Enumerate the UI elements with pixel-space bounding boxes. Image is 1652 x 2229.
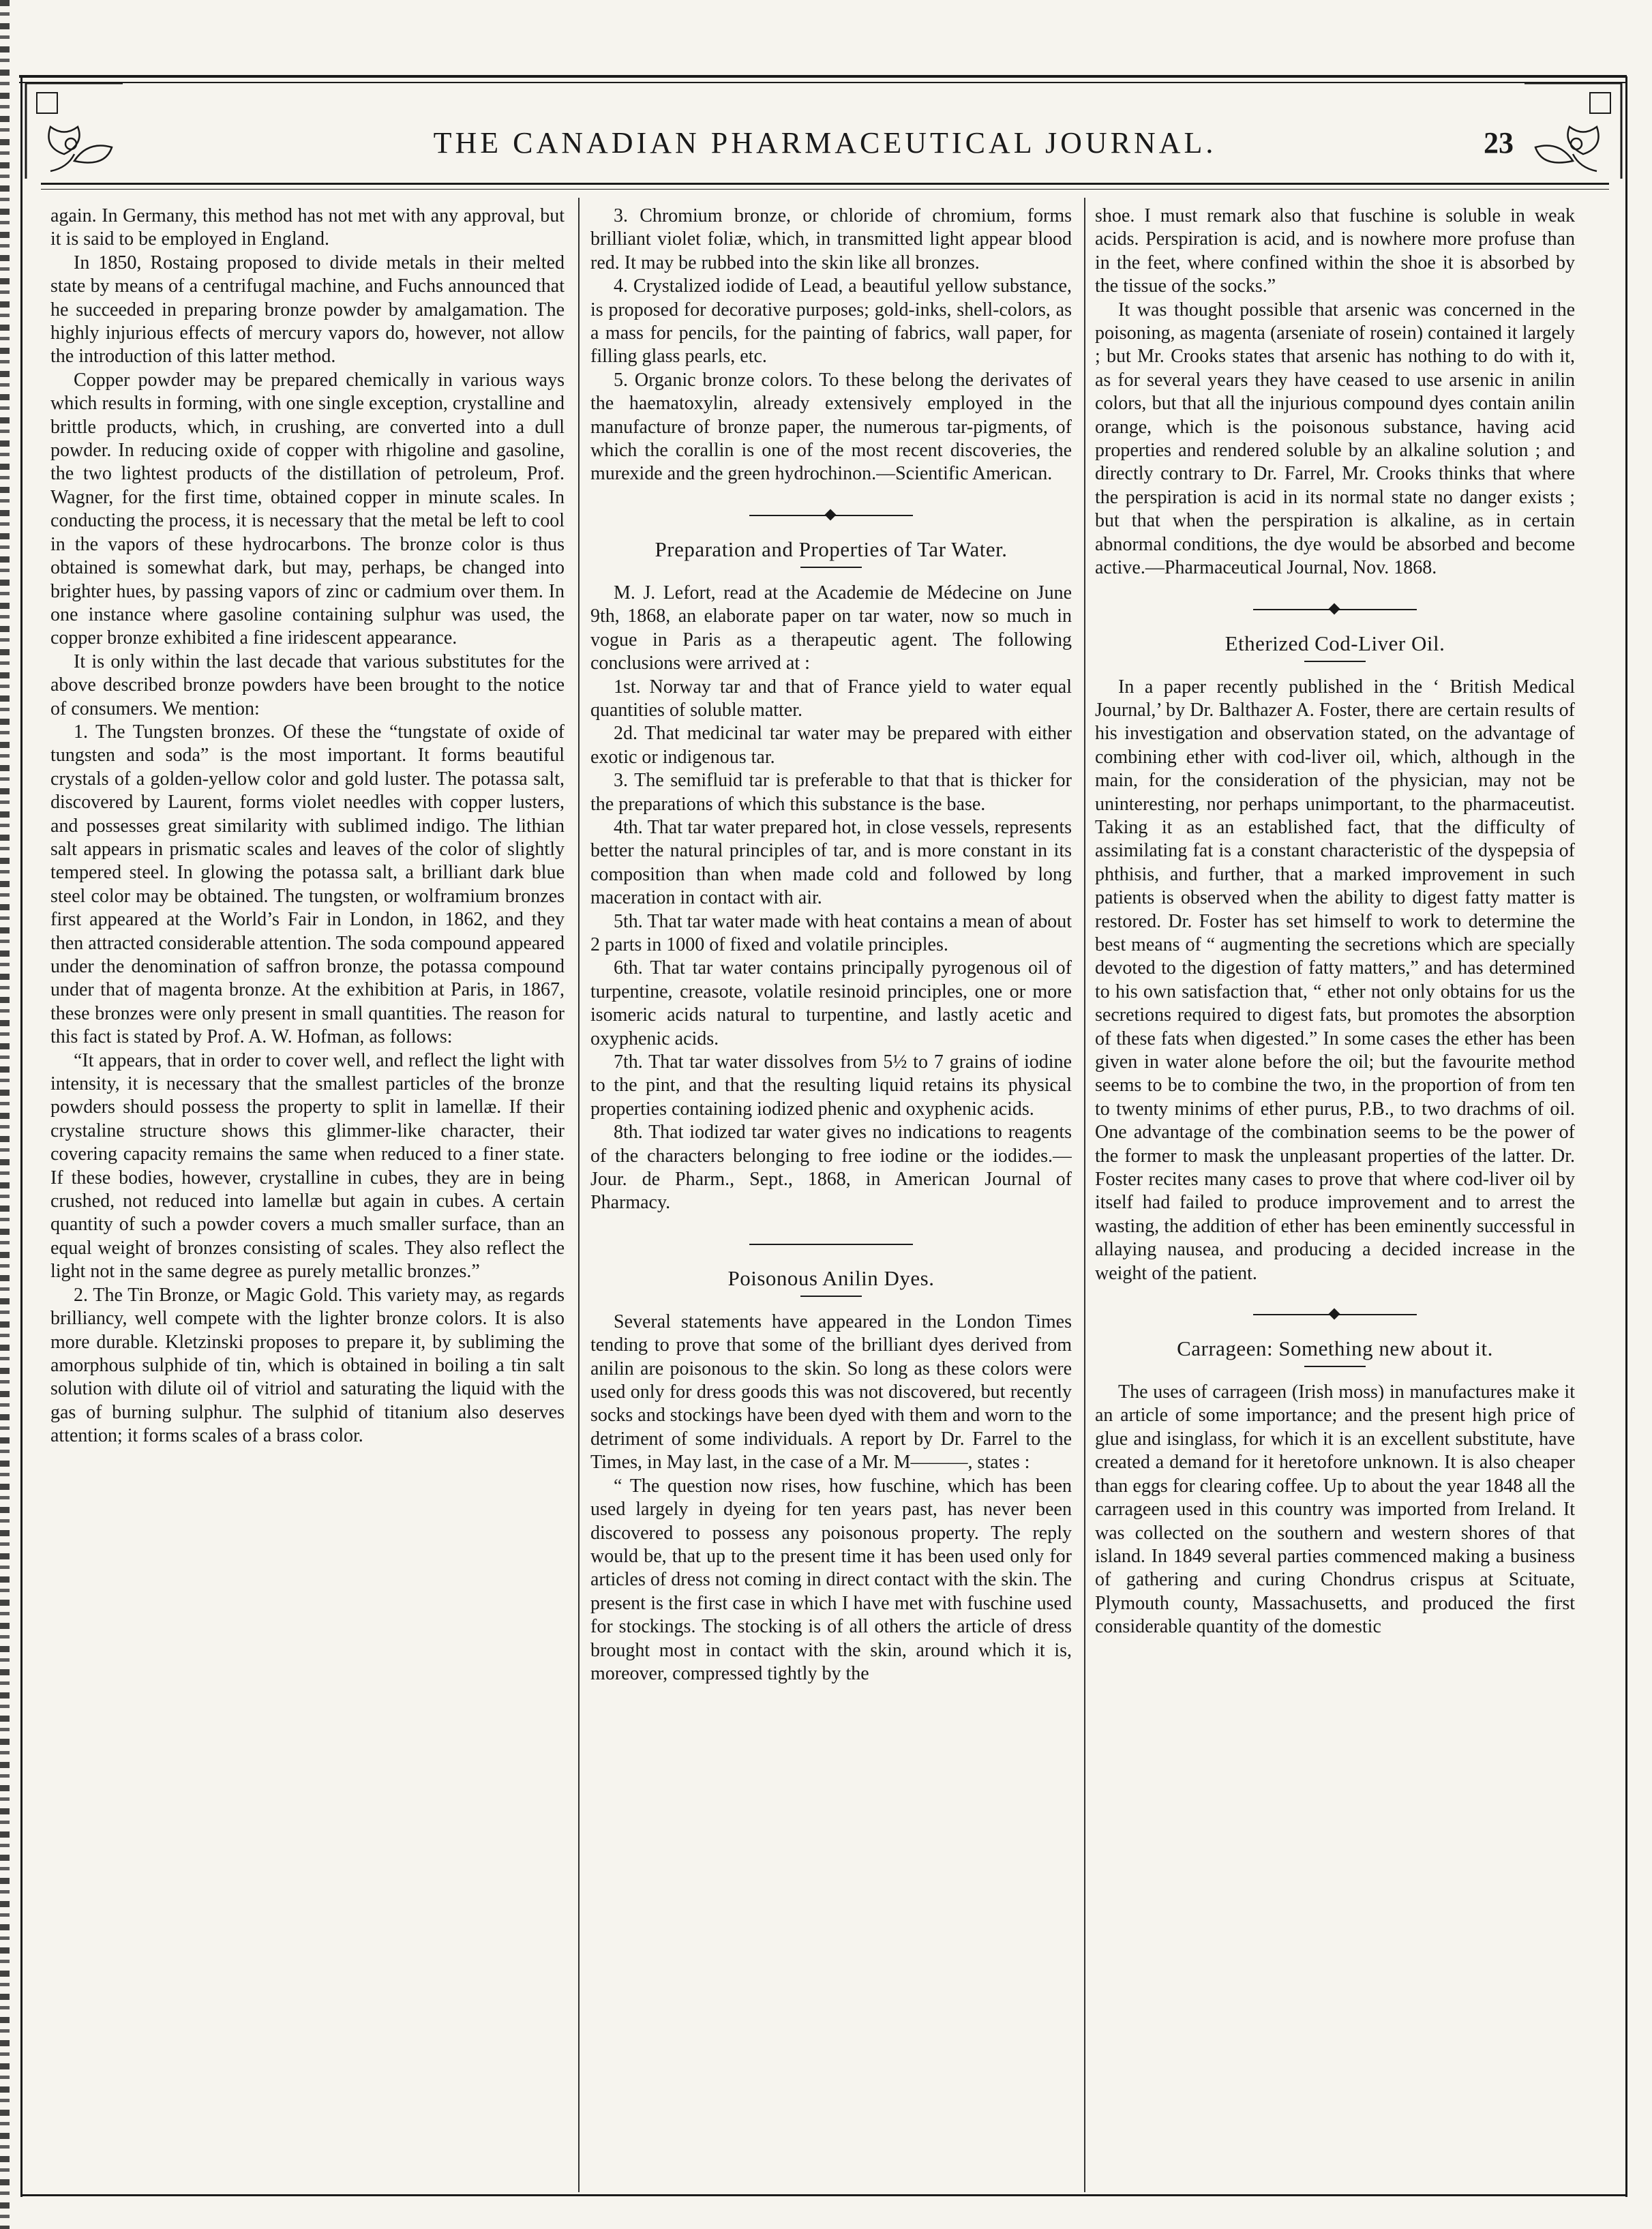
section-separator	[1253, 1308, 1417, 1321]
paragraph: 4th. That tar water prepared hot, in close vessels, represents better the natural principles of tar, and is more constant in its composition than when made cold and followed by long maceration in contact with air.	[590, 816, 1072, 909]
paragraph: It was thought possible that arsenic was concerned in the poisoning, as magenta (arseniate of rosein) contained it largely ; but Mr. Crooks states that arsenic has nothing to do with it, as for several years they have ceased to use arsenic in anilin colors, but that all the injurious compound dyes contain anilin orange, which is the poisonous substance, having acid properties and rendered soluble by an alkaline solution ; and directly contrary to Dr. Farrel, Mr. Crooks thinks that where the perspiration is acid in its normal state no danger exists ; but that when the perspiration is alkaline, as in certain abnormal conditions, the dye would be absorbed and become active.—Pharmaceutical Journal, Nov. 1868.	[1095, 299, 1575, 579]
corner-ornament-right-icon	[1522, 79, 1624, 181]
article-title-tar-water: Preparation and Properties of Tar Water.	[655, 537, 1008, 561]
paragraph: 5th. That tar water made with heat contains a mean of about 2 parts in 1000 of fixed and volatile principles.	[590, 910, 1072, 955]
paragraph: In 1850, Rostaing proposed to divide metals in their melted state by means of a centrifugal machine, and Fuchs announced that he succeeded in preparing bronze powder by amalgamation. The highly injurious effects of mercury vapors do, however, not allow the introduction of this latter method.	[50, 252, 565, 368]
paragraph: It is only within the last decade that various substitutes for the above described bronze powders have been brought to the notice of consumers. We mention:	[50, 650, 565, 719]
page-number: 23	[1484, 126, 1514, 160]
paragraph: 2d. That medicinal tar water may be prepared with either exotic or indigenous tar.	[590, 723, 1072, 768]
paragraph: 3. Chromium bronze, or chloride of chromium, forms brilliant violet foliæ, which, in transmitted light appear blood red. It may be rubbed into the skin like all bronzes.	[590, 205, 1072, 273]
paragraph: 5. Organic bronze colors. To these belong the derivates of the haematoxylin, already extensively employed in the manufacture of bronze paper, the numerous tar-pigments, of which the corallin is one of the most recent discoveries, the murexide and the green hydrochinon.—Scientific American.	[590, 369, 1072, 485]
column-1	[50, 205, 565, 2185]
running-head-title: THE CANADIAN PHARMACEUTICAL JOURNAL.	[433, 126, 1217, 160]
scan-edge	[0, 0, 10, 2229]
frame-bottom-rule	[20, 2194, 1627, 2196]
corner-ornament-left-icon	[23, 79, 125, 181]
article-title-anilin-dyes: Poisonous Anilin Dyes.	[727, 1266, 935, 1290]
paragraph: 4. Crystalized iodide of Lead, a beautiful yellow substance, is proposed for decorative purposes; gold-inks, shell-colors, as a mass for pencils, for the painting of fabrics, wall paper, for filling glass pearls, etc.	[590, 275, 1072, 368]
paragraph: 2. The Tin Bronze, or Magic Gold. This variety may, as regards brilliancy, well compete with the lighter bronze colors. It is also more durable. Kletzinski proposes to prepare it, by subliming the amorphous sulphide of tin, which is obtained in boiling a tin salt solution with dilute oil of vitriol and saturating the liquid with the gas of burning sulphur. The sulphid of titanium also deserves attention; it forms scales of a brass color.	[50, 1284, 565, 1447]
section-separator	[749, 509, 913, 522]
quote-paragraph: “ The question now rises, how fuschine, which has been used largely in dyeing for ten years past, has never been discovered to possess any poisonous property. The reply would be, that up to the present time it has been used only for articles of dress not coming in direct contact with the skin. The present is the first case in which I have met with fuschine used for stockings. The stocking is of all others the article of dress brought most in contact with the skin, around which it is, moreover, compressed tightly by the	[590, 1475, 1072, 1684]
paragraph: Copper powder may be prepared chemically in various ways which results in forming, with one single exception, crystalline and brittle products, which, in crushing, are converted into a dull powder. In reducing oxide of copper with rhigoline and gasoline, the two lightest products of the distillation of petroleum, Prof. Wagner, for the first time, obtained copper in minute scales. In conducting the process, it is necessary that the metal be left to cool in the vapors of these hydrocarbons. The bronze color is thus obtained is somewhat dark, but may, perhaps, be changed into brighter hues, by passing vapors of zinc or cadmium over them. In one instance where gasoline containing sulphur was used, the copper bronze exhibited a fine iridescent appearance.	[50, 369, 565, 649]
article-title-carrageen: Carrageen: Something new about it.	[1177, 1336, 1493, 1361]
title-rule	[800, 567, 862, 568]
paragraph: shoe. I must remark also that fuschine is soluble in weak acids. Perspiration is acid, and is nowhere more profuse than in the feet, where confined within the shoe it is absorbed by the tissue of the socks.”	[1095, 205, 1575, 297]
header-rule	[41, 183, 1609, 185]
paragraph: 8th. That iodized tar water gives no indications to reagents of the characters belonging to free iodine or the iodides.—Jour. de Pharm., Sept., 1868, in American Journal of Pharmacy.	[590, 1122, 1072, 1214]
frame-top-rule-thin	[19, 82, 1627, 83]
section-separator	[1253, 603, 1417, 616]
column-divider	[1084, 198, 1085, 2192]
article-title-cod-liver-oil: Etherized Cod-Liver Oil.	[1225, 631, 1445, 655]
paragraph: 1st. Norway tar and that of France yield to water equal quantities of soluble matter.	[590, 676, 1072, 721]
title-rule	[1304, 1366, 1366, 1367]
paragraph: M. J. Lefort, read at the Academie de Médecine on June 9th, 1868, an elaborate paper on tar water, now so much in vogue in Paris as a therapeutic agent. The following conclusions were arrived at :	[590, 582, 1072, 674]
paragraph: again. In Germany, this method has not met with any approval, but it is said to be employed in England.	[50, 205, 565, 250]
paragraph: 1. The Tungsten bronzes. Of these the “tungstate of oxide of tungsten and soda” is the most important. It forms beautiful crystals of a golden-yellow color and gold luster. The potassa salt, discovered by Laurent, forms violet needles with copper lusters, and possesses great similarity with sublimed indigo. The lithian salt appears in prismatic scales and leaves of the color of slightly tempered steel. In glowing the potassa salt, a brilliant dark blue steel color may be obtained. The tungsten, or wolframium bronzes first appeared at the World’s Fair in London, in 1862, and they then attracted considerable attention. The soda compound appeared under the denomination of saffron bronze, the potassa compound under that of magenta bronze. At the exhibition at Paris, in 1867, these bronzes were only present in small quantities. The reason for this fact is stated by Prof. A. W. Hofman, as follows:	[50, 721, 565, 1048]
paragraph: 3. The semifluid tar is preferable to that that is thicker for the preparations of which this substance is the base.	[590, 770, 1072, 815]
paragraph: 6th. That tar water contains principally pyrogenous oil of turpentine, creasote, volatile resinoid principles, one or more isomeric acids natural to turpentine, and lastly acetic and oxyphenic acids.	[590, 957, 1072, 1049]
paragraph: Several statements have appeared in the London Times tending to prove that some of the brilliant dyes derived from anilin are poisonous to the skin. So long as these colors were used only for dress goods this was not discovered, but recently socks and stockings have been dyed with them and worn to the detriment of some individuals. A report by Dr. Farrel to the Times, in May last, in the case of a Mr. M———, states :	[590, 1311, 1072, 1473]
title-rule	[800, 1296, 862, 1297]
column-2	[590, 205, 1072, 2185]
paragraph: In a paper recently published in the ‘ British Medical Journal,’ by Dr. Balthazer A. Foster, there are certain results of his investigation and observation stated, on the advantage of combining ether with cod-liver oil, which, although in the main, for the consideration of the physician, may not be uninteresting, nor perhaps unimportant, to the pharmaceutist. Taking it as an established fact, that the difficulty of assimilating fat is a constant characteristic of the dyspepsia of phthisis, and further, that a marked improvement in such patients is observed when the ability to digest fatty matter is restored. Dr. Foster has set himself to work to determine the best means of “ augmenting the secretions which are specially devoted to the digestion of fatty matters,” and has determined to his own satisfaction that, “ ether not only obtains for us the secretions required to digest fats, but promotes the absorption of these fats when digested.” In some cases the ether has been given in water alone before the oil; but the favourite method seems to be to combine the two, in the proportion of from ten to twenty minims of ether purus, P.B., to two drachms of oil. One advantage of the combination seems to be the power of the former to mask the unpleasant properties of the latter. Dr. Foster recites many cases to prove that where cod-liver oil by itself had failed to produce improvement and to arrest the wasting, the addition of ether has been eminently successful in allaying nausea, and producing a decided increase in the weight of the patient.	[1095, 676, 1575, 1284]
title-rule	[1304, 661, 1366, 662]
column-divider	[578, 198, 580, 2192]
paragraph: 7th. That tar water dissolves from 5½ to 7 grains of iodine to the pint, and that the resulting liquid retains its physical properties containing iodized phenic and oxyphenic acids.	[590, 1051, 1072, 1120]
frame-left-rule	[20, 76, 22, 2197]
frame-top-rule	[19, 75, 1627, 78]
frame-right-rule	[1625, 76, 1627, 2197]
paragraph: The uses of carrageen (Irish moss) in manufactures make it an article of some importance; and the present high price of glue and isinglass, for which it is an excellent substitute, have created a demand for it heretofore unknown. It is also cheaper than eggs for clearing coffee. Up to about the year 1848 all the carrageen used in this country was imported from Ireland. It was collected on the southern and western shores of that island. In 1849 several parties commenced making a business of gathering and curing Chondrus crispus at Scituate, Plymouth county, Massachusetts, and produced the first considerable quantity of the domestic	[1095, 1381, 1575, 1638]
quote-paragraph: “It appears, that in order to cover well, and reflect the light with intensity, it is necessary that the smallest particles of the bronze powders should possess the property to split in lamellæ. If their crystaline structure shows this glimmer-like character, their covering capacity remains the same when reduced to a finer state. If these bodies, however, crystalline in cubes, they are in being crushed, not reduced into lamellæ but again in cubes. A certain quantity of such a powder covers a much smaller surface, than an equal weight of bronzes consisting of scales. They also reflect the light not in the same degree as purely metallic bronzes.”	[50, 1049, 565, 1283]
column-3	[1095, 205, 1575, 2185]
header-rule-thin	[41, 189, 1609, 190]
section-separator	[749, 1238, 913, 1251]
